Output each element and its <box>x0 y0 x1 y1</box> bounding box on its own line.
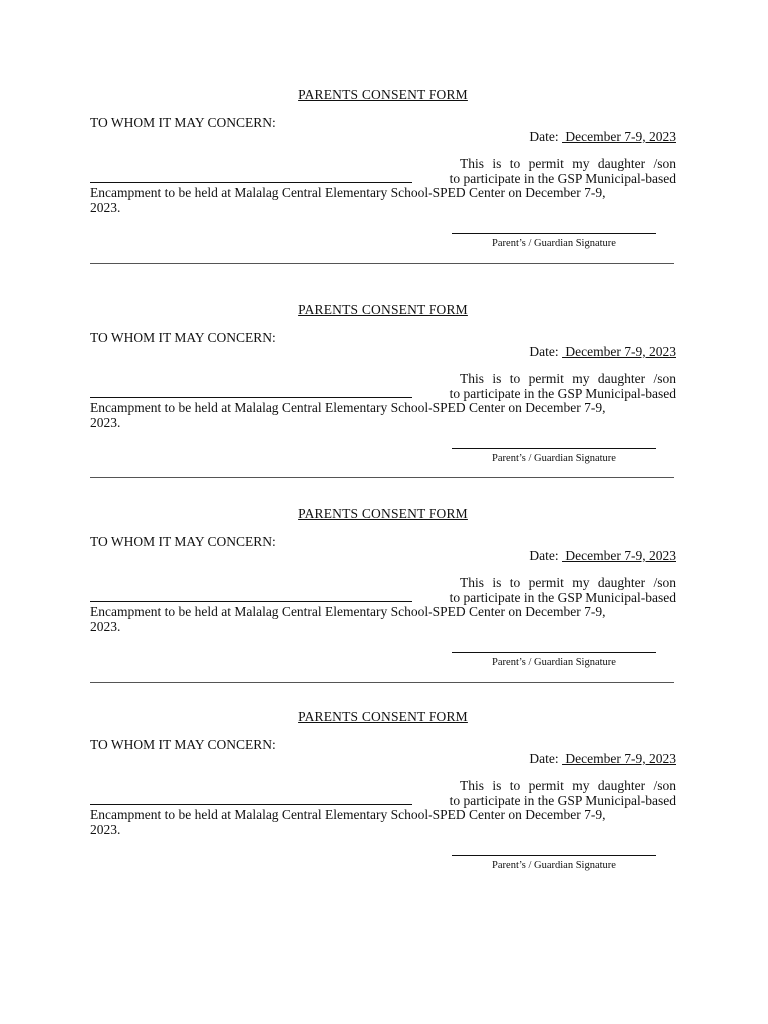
body-line-4: 2023. <box>90 618 121 634</box>
date-value: December 7-9, 2023 <box>562 344 676 359</box>
cut-divider <box>90 682 674 683</box>
child-name-blank[interactable] <box>90 590 412 602</box>
body-line-1: This is to permit my daughter /son <box>460 575 676 590</box>
consent-body <box>90 157 676 215</box>
body-line-3: Encampment to be held at Malalag Central Elementary School-SPED Center on December 7-9, <box>90 604 606 620</box>
body-line-2 <box>90 590 676 605</box>
body-line-2 <box>90 386 676 401</box>
body-line-4: 2023. <box>90 414 121 430</box>
body-line-1: This is to permit my daughter /son <box>460 371 676 386</box>
body-line-2-text: to participate in the GSP Municipal-based <box>449 171 676 187</box>
signature-line[interactable] <box>452 652 656 653</box>
body-line-2-text: to participate in the GSP Municipal-based <box>449 793 676 809</box>
date-label: Date: <box>529 751 559 766</box>
signature-label: Parent’s / Guardian Signature <box>492 238 616 249</box>
body-line-2-text: to participate in the GSP Municipal-based <box>449 590 676 606</box>
date-value: December 7-9, 2023 <box>562 129 676 144</box>
form-title: PARENTS CONSENT FORM <box>298 302 468 317</box>
body-line-3: Encampment to be held at Malalag Central Elementary School-SPED Center on December 7-9, <box>90 185 606 201</box>
date-label: Date: <box>529 548 559 563</box>
consent-body <box>90 779 676 837</box>
body-line-3: Encampment to be held at Malalag Central Elementary School-SPED Center on December 7-9, <box>90 807 606 823</box>
date-value: December 7-9, 2023 <box>562 548 676 563</box>
date-line <box>529 129 676 145</box>
signature-label: Parent’s / Guardian Signature <box>492 657 616 668</box>
body-line-1: This is to permit my daughter /son <box>460 778 676 793</box>
signature-line[interactable] <box>452 855 656 856</box>
body-line-2 <box>90 171 676 186</box>
consent-form-2 <box>90 302 676 482</box>
date-label: Date: <box>529 344 559 359</box>
signature-label: Parent’s / Guardian Signature <box>492 453 616 464</box>
consent-body <box>90 576 676 634</box>
date-value: December 7-9, 2023 <box>562 751 676 766</box>
salutation: TO WHOM IT MAY CONCERN: <box>90 115 276 130</box>
body-line-4: 2023. <box>90 199 121 215</box>
child-name-blank[interactable] <box>90 171 412 183</box>
body-line-2-text: to participate in the GSP Municipal-based <box>449 386 676 402</box>
consent-form-3 <box>90 506 676 686</box>
consent-form-4 <box>90 709 676 889</box>
consent-form-1 <box>90 87 676 267</box>
form-title: PARENTS CONSENT FORM <box>298 506 468 521</box>
consent-body <box>90 372 676 430</box>
form-title: PARENTS CONSENT FORM <box>298 709 468 724</box>
body-line-1: This is to permit my daughter /son <box>460 156 676 171</box>
date-line <box>529 344 676 360</box>
signature-line[interactable] <box>452 448 656 449</box>
salutation: TO WHOM IT MAY CONCERN: <box>90 737 276 752</box>
date-line <box>529 548 676 564</box>
signature-line[interactable] <box>452 233 656 234</box>
child-name-blank[interactable] <box>90 386 412 398</box>
date-line <box>529 751 676 767</box>
salutation: TO WHOM IT MAY CONCERN: <box>90 330 276 345</box>
body-line-3: Encampment to be held at Malalag Central Elementary School-SPED Center on December 7-9, <box>90 400 606 416</box>
body-line-4: 2023. <box>90 821 121 837</box>
salutation: TO WHOM IT MAY CONCERN: <box>90 534 276 549</box>
signature-label: Parent’s / Guardian Signature <box>492 860 616 871</box>
form-title: PARENTS CONSENT FORM <box>298 87 468 102</box>
body-line-2 <box>90 793 676 808</box>
cut-divider <box>90 477 674 478</box>
cut-divider <box>90 263 674 264</box>
child-name-blank[interactable] <box>90 793 412 805</box>
date-label: Date: <box>529 129 559 144</box>
